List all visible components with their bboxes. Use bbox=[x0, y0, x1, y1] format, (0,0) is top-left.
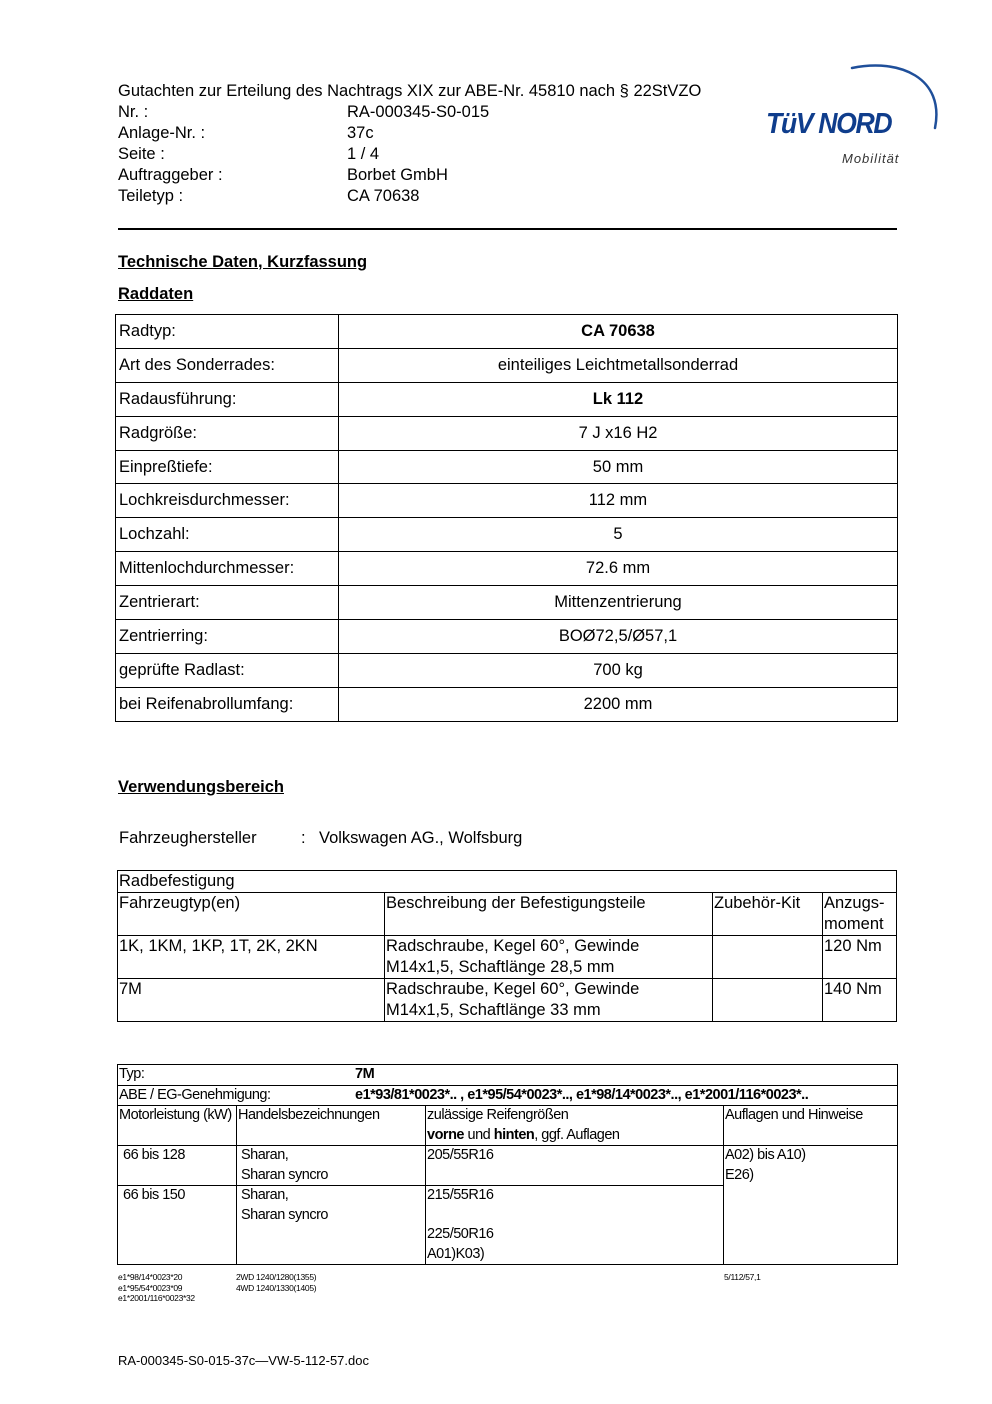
raddaten-value: BOØ72,5/Ø57,1 bbox=[339, 620, 898, 654]
logo-brand-text: TüV NORD bbox=[766, 108, 892, 140]
hersteller-separator: : bbox=[301, 829, 306, 847]
table-row bbox=[116, 518, 898, 552]
header-field: Seite : 1 / 4 bbox=[118, 145, 380, 163]
table-row bbox=[116, 653, 898, 687]
raddaten-label: Radgröße: bbox=[116, 416, 339, 450]
table-row bbox=[118, 1146, 898, 1186]
table-row bbox=[116, 348, 898, 382]
raddaten-value: Lk 112 bbox=[339, 382, 898, 416]
raddaten-label: Radtyp: bbox=[116, 315, 339, 349]
table-cell: 7M bbox=[118, 979, 385, 1022]
table-cell: A02) bis A10) E26) bbox=[724, 1146, 898, 1265]
raddaten-label: Lochkreisdurchmesser: bbox=[116, 484, 339, 518]
header-field: Auftraggeber : Borbet GmbH bbox=[118, 166, 448, 184]
table-cell: Sharan, Sharan syncro bbox=[237, 1146, 426, 1186]
document-footer: RA-000345-S0-015-37c—VW-5-112-57.doc bbox=[118, 1353, 369, 1368]
raddaten-label: Zentrierart: bbox=[116, 586, 339, 620]
table-cell: Radschraube, Kegel 60°, Gewinde M14x1,5, Schaftlänge 28,5 mm bbox=[385, 936, 713, 979]
header-field: Teiletyp : CA 70638 bbox=[118, 187, 420, 205]
column-header: Anzugs-moment bbox=[823, 893, 897, 936]
table-cell: Sharan, Sharan syncro bbox=[237, 1186, 426, 1265]
abe-value: e1*93/81*0023*.. , e1*95/54*0023*.., e1*98/14*0023*.., e1*2001/116*0023*.. bbox=[355, 1086, 809, 1103]
raddaten-value: 112 mm bbox=[339, 484, 898, 518]
table-header-row bbox=[118, 1106, 898, 1146]
raddaten-value: CA 70638 bbox=[339, 315, 898, 349]
table-header-row bbox=[118, 893, 897, 936]
table-row bbox=[116, 484, 898, 518]
table-row bbox=[118, 979, 897, 1022]
table-cell bbox=[713, 936, 823, 979]
column-header: Zubehör-Kit bbox=[713, 893, 823, 936]
section-title-verwendungsbereich: Verwendungsbereich bbox=[118, 778, 284, 796]
footnotes-col2: 2WD 1240/1280(1355) 4WD 1240/1330(1405) bbox=[236, 1272, 317, 1293]
raddaten-value: Mittenzentrierung bbox=[339, 586, 898, 620]
typ-table bbox=[117, 1064, 898, 1265]
table-row bbox=[118, 936, 897, 979]
raddaten-value: einteiliges Leichtmetallsonderrad bbox=[339, 348, 898, 382]
header-field: Nr. : RA-000345-S0-015 bbox=[118, 103, 490, 121]
section-subtitle-raddaten: Raddaten bbox=[118, 285, 194, 303]
table-row bbox=[116, 687, 898, 721]
table-title: Radbefestigung bbox=[118, 871, 897, 893]
raddaten-label: geprüfte Radlast: bbox=[116, 653, 339, 687]
table-cell: 120 Nm bbox=[823, 936, 897, 979]
fahrzeughersteller-line bbox=[119, 829, 522, 848]
table-cell: Radschraube, Kegel 60°, Gewinde M14x1,5, Schaftlänge 33 mm bbox=[385, 979, 713, 1022]
table-row bbox=[118, 1065, 898, 1086]
typ-row bbox=[118, 1065, 898, 1086]
footnotes-col3: 5/112/57,1 bbox=[724, 1272, 761, 1282]
raddaten-label: Lochzahl: bbox=[116, 518, 339, 552]
section-title-technische-daten: Technische Daten, Kurzfassung bbox=[118, 253, 368, 271]
typ-value: 7M bbox=[355, 1066, 375, 1082]
raddaten-table bbox=[115, 314, 898, 722]
column-header: zulässige Reifengrößen vorne und hinten, ggf. Auflagen bbox=[426, 1106, 724, 1146]
raddaten-value: 7 J x16 H2 bbox=[339, 416, 898, 450]
table-row bbox=[118, 871, 897, 893]
table-row bbox=[116, 552, 898, 586]
column-header: Fahrzeugtyp(en) bbox=[118, 893, 385, 936]
column-header: Motorleistung (kW) bbox=[118, 1106, 237, 1146]
document-header bbox=[118, 81, 701, 207]
typ-label: Typ: bbox=[119, 1066, 145, 1082]
raddaten-value: 50 mm bbox=[339, 450, 898, 484]
raddaten-label: Einpreßtiefe: bbox=[116, 450, 339, 484]
header-divider bbox=[118, 228, 897, 230]
column-header: Auflagen und Hinweise bbox=[724, 1106, 898, 1146]
raddaten-label: Zentrierring: bbox=[116, 620, 339, 654]
hersteller-value: Volkswagen AG., Wolfsburg bbox=[319, 829, 523, 847]
raddaten-value: 2200 mm bbox=[339, 687, 898, 721]
table-row bbox=[116, 586, 898, 620]
table-cell: 205/55R16 bbox=[426, 1146, 724, 1186]
raddaten-value: 700 kg bbox=[339, 653, 898, 687]
column-header: Handelsbezeichnungen bbox=[237, 1106, 426, 1146]
table-cell: 140 Nm bbox=[823, 979, 897, 1022]
footnotes-col1: e1*98/14*0023*20 e1*95/54*0023*09 e1*2001/116*0023*32 bbox=[118, 1272, 195, 1303]
raddaten-label: bei Reifenabrollumfang: bbox=[116, 687, 339, 721]
document-title: Gutachten zur Erteilung des Nachtrags XIX zur ABE-Nr. 45810 nach § 22StVZO bbox=[118, 82, 702, 100]
raddaten-label: Radausführung: bbox=[116, 382, 339, 416]
table-row bbox=[116, 382, 898, 416]
raddaten-label: Mittenlochdurchmesser: bbox=[116, 552, 339, 586]
header-field: Anlage-Nr. : 37c bbox=[118, 124, 374, 142]
table-row bbox=[116, 450, 898, 484]
raddaten-value: 5 bbox=[339, 518, 898, 552]
column-header: Beschreibung der Befestigungsteile bbox=[385, 893, 713, 936]
table-cell: 1K, 1KM, 1KP, 1T, 2K, 2KN bbox=[118, 936, 385, 979]
radbefestigung-table bbox=[117, 870, 897, 1022]
table-cell: 66 bis 128 bbox=[118, 1146, 237, 1186]
table-cell bbox=[713, 979, 823, 1022]
tuv-nord-logo bbox=[760, 58, 945, 173]
hersteller-label: Fahrzeughersteller bbox=[119, 829, 257, 847]
table-row bbox=[116, 416, 898, 450]
abe-label: ABE / EG-Genehmigung: bbox=[119, 1086, 271, 1103]
table-row bbox=[118, 1085, 898, 1106]
abe-row bbox=[118, 1085, 898, 1106]
table-row bbox=[116, 315, 898, 349]
raddaten-label: Art des Sonderrades: bbox=[116, 348, 339, 382]
logo-subtext: Mobilität bbox=[842, 151, 900, 166]
table-cell: 66 bis 150 bbox=[118, 1186, 237, 1265]
table-cell: 215/55R16 225/50R16 A01)K03) bbox=[426, 1186, 724, 1265]
raddaten-value: 72.6 mm bbox=[339, 552, 898, 586]
table-row bbox=[116, 620, 898, 654]
